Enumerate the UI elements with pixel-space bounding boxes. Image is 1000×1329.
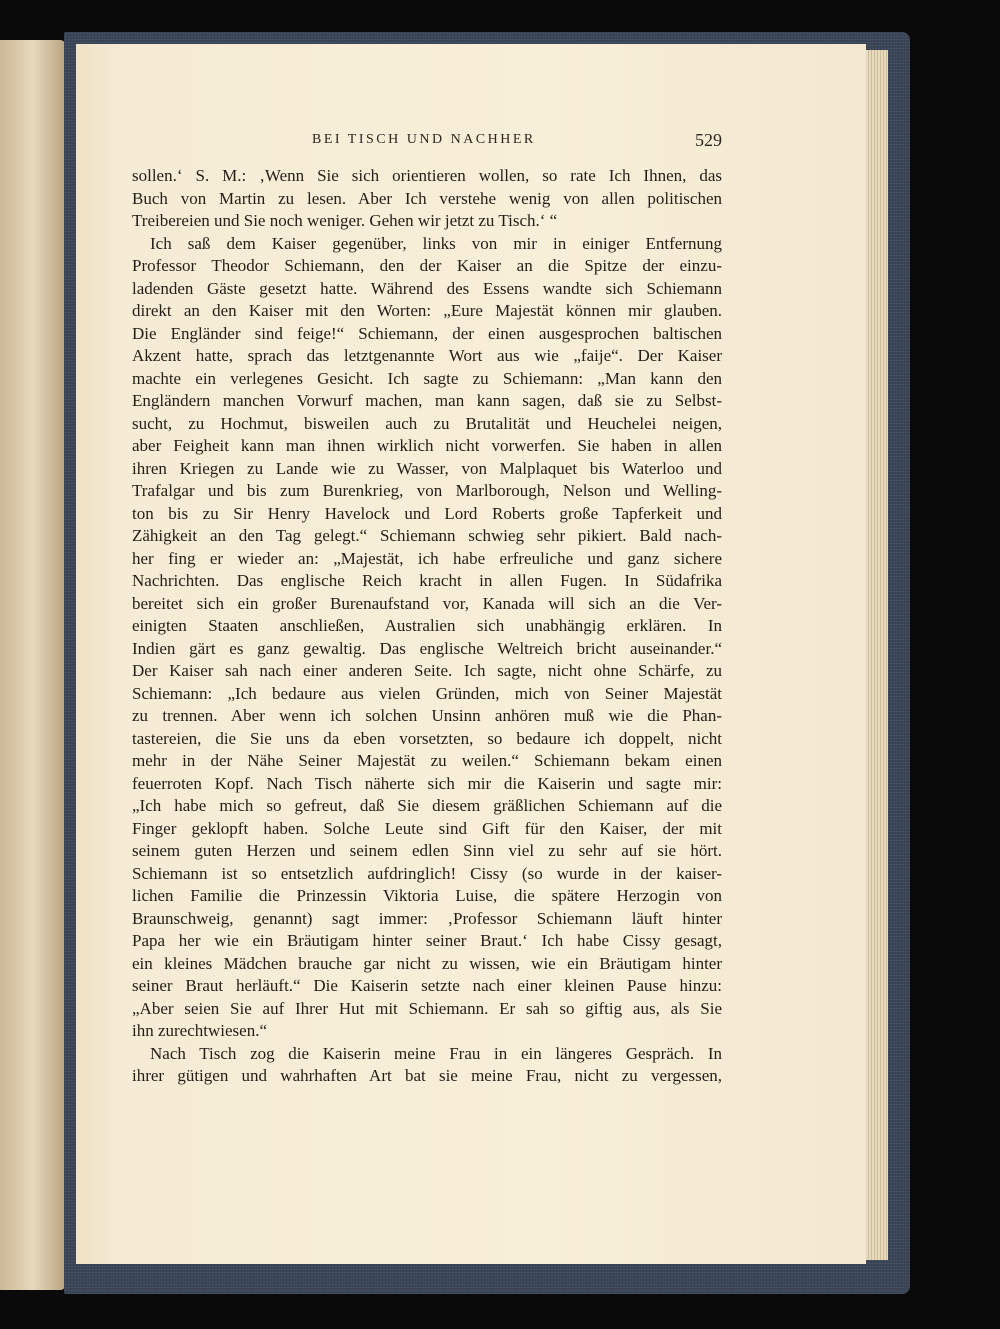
- text-line: ton bis zu Sir Henry Havelock und Lord Roberts große Tapferkeit und: [132, 503, 722, 523]
- text-line: mehr in der Nähe Seiner Majestät zu weilen.“ Schiemann bekam einen: [132, 751, 722, 770]
- facing-page-edge: [0, 40, 66, 1290]
- text-line: „Ich habe mich so gefreut, daß Sie diesem gräßlichen Schiemann auf die: [132, 796, 722, 815]
- body-text: [132, 165, 722, 1088]
- text-line: Engländern manchen Vorwurf machen, man kann sagen, daß sie zu Selbst-: [132, 391, 722, 410]
- text-line: ein kleines Mädchen brauche gar nicht zu wissen, wie ein Bräutigam hinter: [132, 953, 722, 973]
- text-line: lichen Familie die Prinzessin Viktoria Luise, die spätere Herzogin von: [132, 886, 722, 905]
- text-line: Professor Theodor Schiemann, den der Kaiser an die Spitze der einzu-: [132, 256, 722, 275]
- text-line: Akzent hatte, sprach das letztgenannte Wort aus wie „faije“. Der Kaiser: [132, 346, 722, 365]
- text-line: Papa her wie ein Bräutigam hinter seiner Braut.‘ Ich habe Cissy gesagt,: [132, 931, 722, 950]
- text-line: seinem guten Herzen und seinem edlen Sinn viel zu sehr auf sie hört.: [132, 841, 722, 860]
- text-line: tastereien, die Sie uns da eben vorsetzten, so bedaure ich doppelt, nicht: [132, 728, 722, 748]
- text-line: Finger geklopft haben. Solche Leute sind Gift für den Kaiser, der mit: [132, 818, 722, 838]
- text-line: Ich saß dem Kaiser gegenüber, links von mir in einiger Entfernung: [150, 233, 722, 253]
- text-line: direkt an den Kaiser mit den Worten: „Eure Majestät können mir glauben.: [132, 301, 722, 320]
- text-line: „Aber seien Sie auf Ihrer Hut mit Schiemann. Er sah so giftig aus, als Sie: [132, 998, 722, 1018]
- text-line: sollen.‘ S. M.: ‚Wenn Sie sich orientieren wollen, so rate Ich Ihnen, das: [132, 166, 722, 185]
- text-line: machte ein verlegenes Gesicht. Ich sagte zu Schiemann: „Man kann den: [132, 368, 722, 388]
- text-line: Der Kaiser sah nach einer anderen Seite. Ich sagte, nicht ohne Schärfe, zu: [132, 661, 722, 680]
- text-line: ihren Kriegen zu Lande wie zu Wasser, von Malplaquet bis Waterloo und: [132, 458, 722, 478]
- text-line: Braunschweig, genannt) sagt immer: ‚Professor Schiemann läuft hinter: [132, 908, 722, 928]
- text-line: Trafalgar und bis zum Burenkrieg, von Marlborough, Nelson und Welling-: [132, 481, 722, 500]
- text-line: ladenden Gäste gesetzt hatte. Während des Essens wandte sich Schiemann: [132, 278, 722, 298]
- text-line: sucht, zu Hochmut, bisweilen auch zu Brutalität und Heuchelei neigen,: [132, 413, 722, 433]
- text-line: aber Feigheit kann man ihnen wirklich nicht vorwerfen. Sie haben in allen: [132, 436, 722, 455]
- text-line: Buch von Martin zu lesen. Aber Ich verstehe wenig von allen politischen: [132, 188, 722, 208]
- text-line: Nach Tisch zog die Kaiserin meine Frau in ein längeres Gespräch. In: [150, 1043, 722, 1063]
- text-line: bereitet sich ein großer Burenaufstand vor, Kanada will sich an die Ver-: [132, 593, 722, 613]
- text-line: Schiemann: „Ich bedaure aus vielen Gründen, mich von Seiner Majestät: [132, 683, 722, 703]
- text-line: Schiemann ist so entsetzlich aufdringlich! Cissy (so wurde in der kaiser-: [132, 863, 722, 883]
- text-line: feuerroten Kopf. Nach Tisch näherte sich mir die Kaiserin und sagte mir:: [132, 773, 722, 793]
- text-line: Die Engländer sind feige!“ Schiemann, der einen ausgesprochen baltischen: [132, 323, 722, 343]
- text-line: Zähigkeit an den Tag gelegt.“ Schiemann schwieg sehr pikiert. Bald nach-: [132, 526, 722, 545]
- text-line: Nachrichten. Das englische Reich kracht in allen Fugen. In Südafrika: [132, 571, 722, 590]
- text-line: Indien gärt es ganz gewaltig. Das englische Weltreich bricht auseinander.“: [132, 638, 722, 658]
- text-line: seiner Braut herläuft.“ Die Kaiserin setzte nach einer kleinen Pause hinzu:: [132, 976, 722, 995]
- page-number: 529: [695, 130, 722, 150]
- running-title: BEI TISCH UND NACHHER: [312, 132, 536, 147]
- text-line: einigten Staaten anschließen, Australien sich unabhängig erklären. In: [132, 616, 722, 635]
- text-line: Treibereien und Sie noch weniger. Gehen wir jetzt zu Tisch.‘ “: [132, 211, 558, 230]
- page-header: [132, 132, 722, 160]
- text-line: zu trennen. Aber wenn ich solchen Unsinn anhören muß wie die Phan-: [132, 706, 722, 725]
- text-line: ihn zurechtwiesen.“: [132, 1021, 267, 1040]
- text-line: her fing er wieder an: „Majestät, ich habe erfreuliche und ganz sichere: [132, 548, 722, 568]
- text-line: ihrer gütigen und wahrhaften Art bat sie meine Frau, nicht zu vergessen,: [132, 1066, 722, 1085]
- page-block-edge: [866, 50, 888, 1260]
